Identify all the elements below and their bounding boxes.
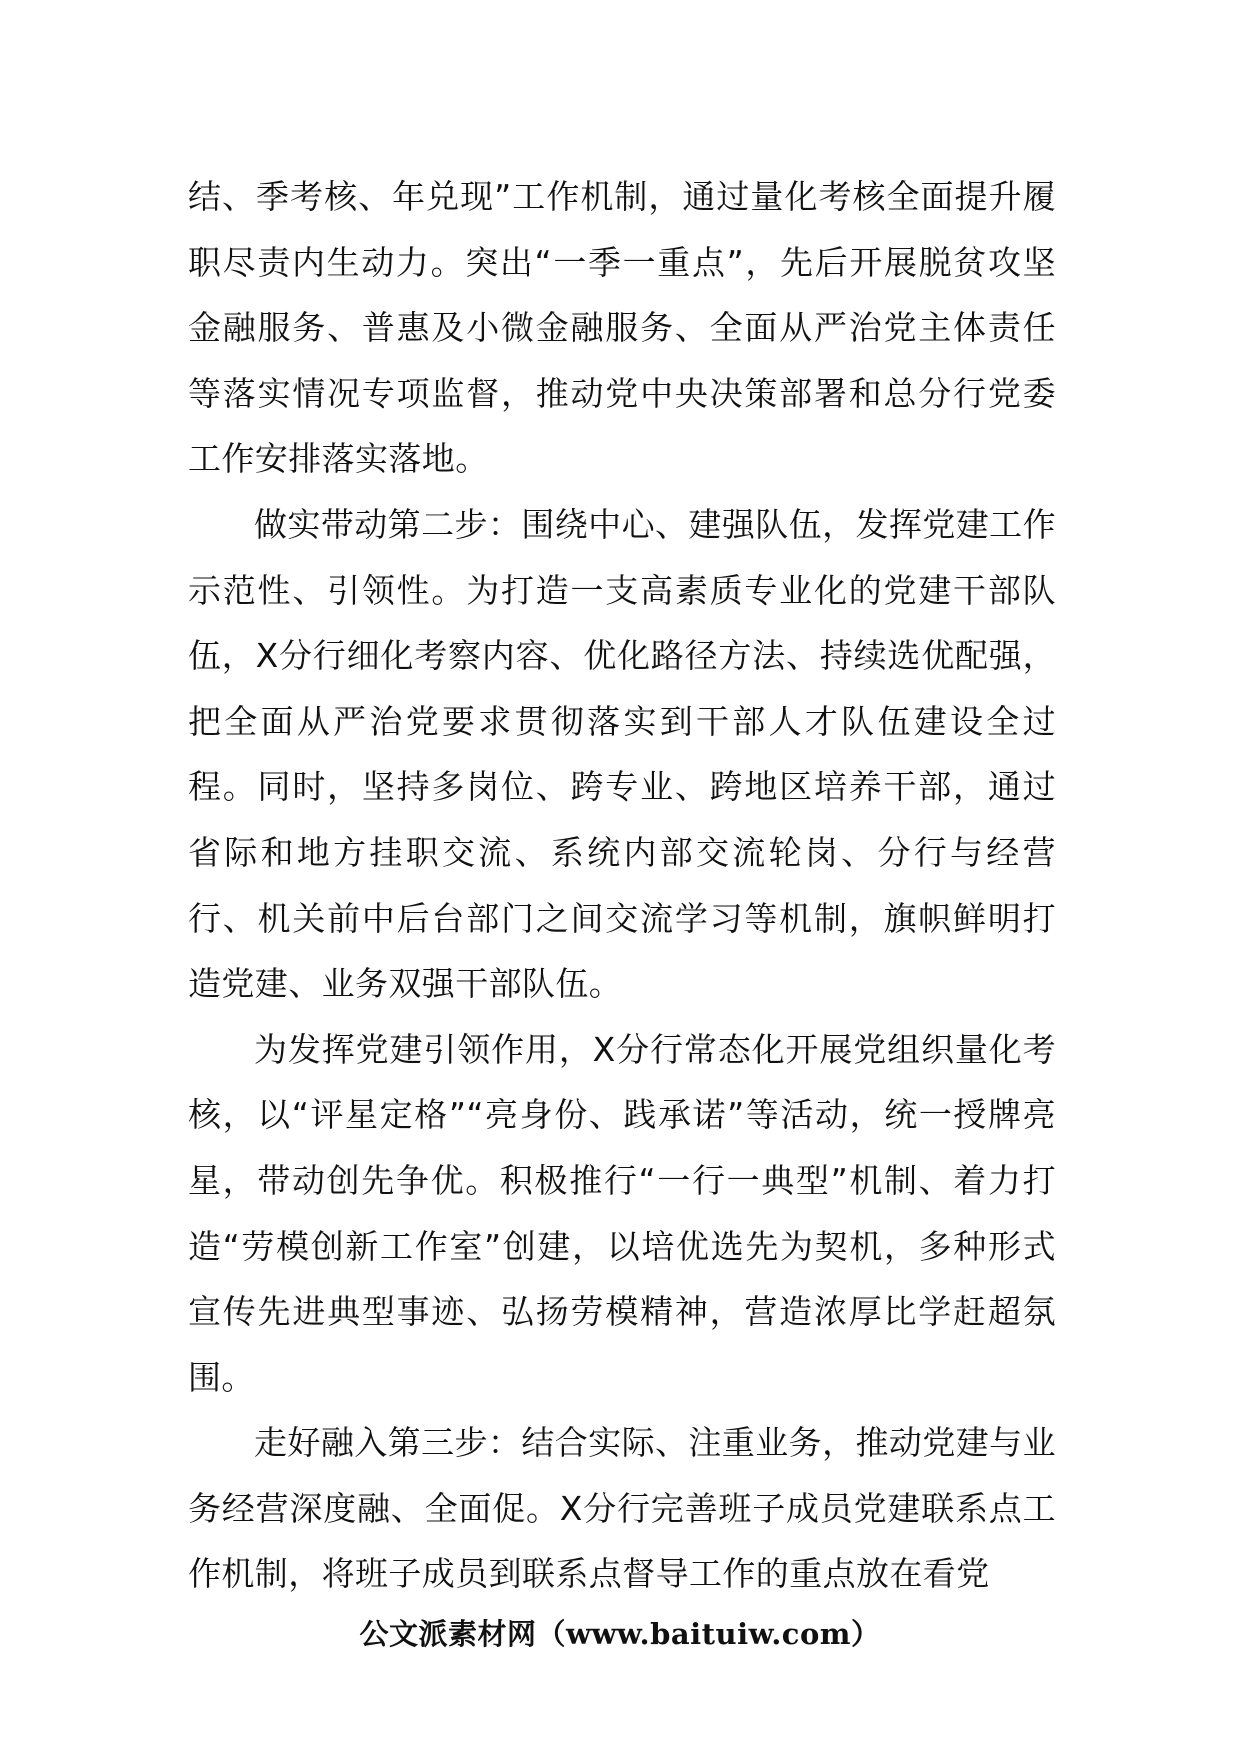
- paragraph-2: 做实带动第二步：围绕中心、建强队伍，发挥党建工作示范性、引领性。为打造一支高素质专业化的党建干部队伍，X分行细化考察内容、优化路径方法、持续选优配强，把全面从严治党要求贯彻落实到干部人才队伍建设全过程。同时，坚持多岗位、跨专业、跨地区培养干部，通过省际和地方挂职交流、系统内部交流轮岗、分行与经营行、机关前中后台部门之间交流学习等机制，旗帜鲜明打造党建、业务双强干部队伍。: [188, 504, 1056, 1004]
- paragraph-4: 走好融入第三步：结合实际、注重业务，推动党建与业务经营深度融、全面促。X分行完善班子成员党建联系点工作机制，将班子成员到联系点督导工作的重点放在看党: [188, 1423, 1056, 1594]
- document-body: [188, 164, 1056, 1607]
- paragraph-3: 为发挥党建引领作用，X分行常态化开展党组织量化考核，以“评星定格”“亮身份、践承诺”等活动，统一授牌亮星，带动创先争优。积极推行“一行一典型”机制、着力打造“劳模创新工作室”创建，以培优选先为契机，多种形式宣传先进典型事迹、弘扬劳模精神，营造浓厚比学赶超氛围。: [188, 1029, 1056, 1397]
- footer-watermark: 公文派素材网（www.baituiw.com）: [359, 1617, 881, 1651]
- paragraph-1: 结、季考核、年兑现”工作机制，通过量化考核全面提升履职尽责内生动力。突出“一季一重点”，先后开展脱贫攻坚金融服务、普惠及小微金融服务、全面从严治党主体责任等落实情况专项监督，推动党中央决策部署和总分行党委工作安排落实落地。: [188, 177, 1056, 479]
